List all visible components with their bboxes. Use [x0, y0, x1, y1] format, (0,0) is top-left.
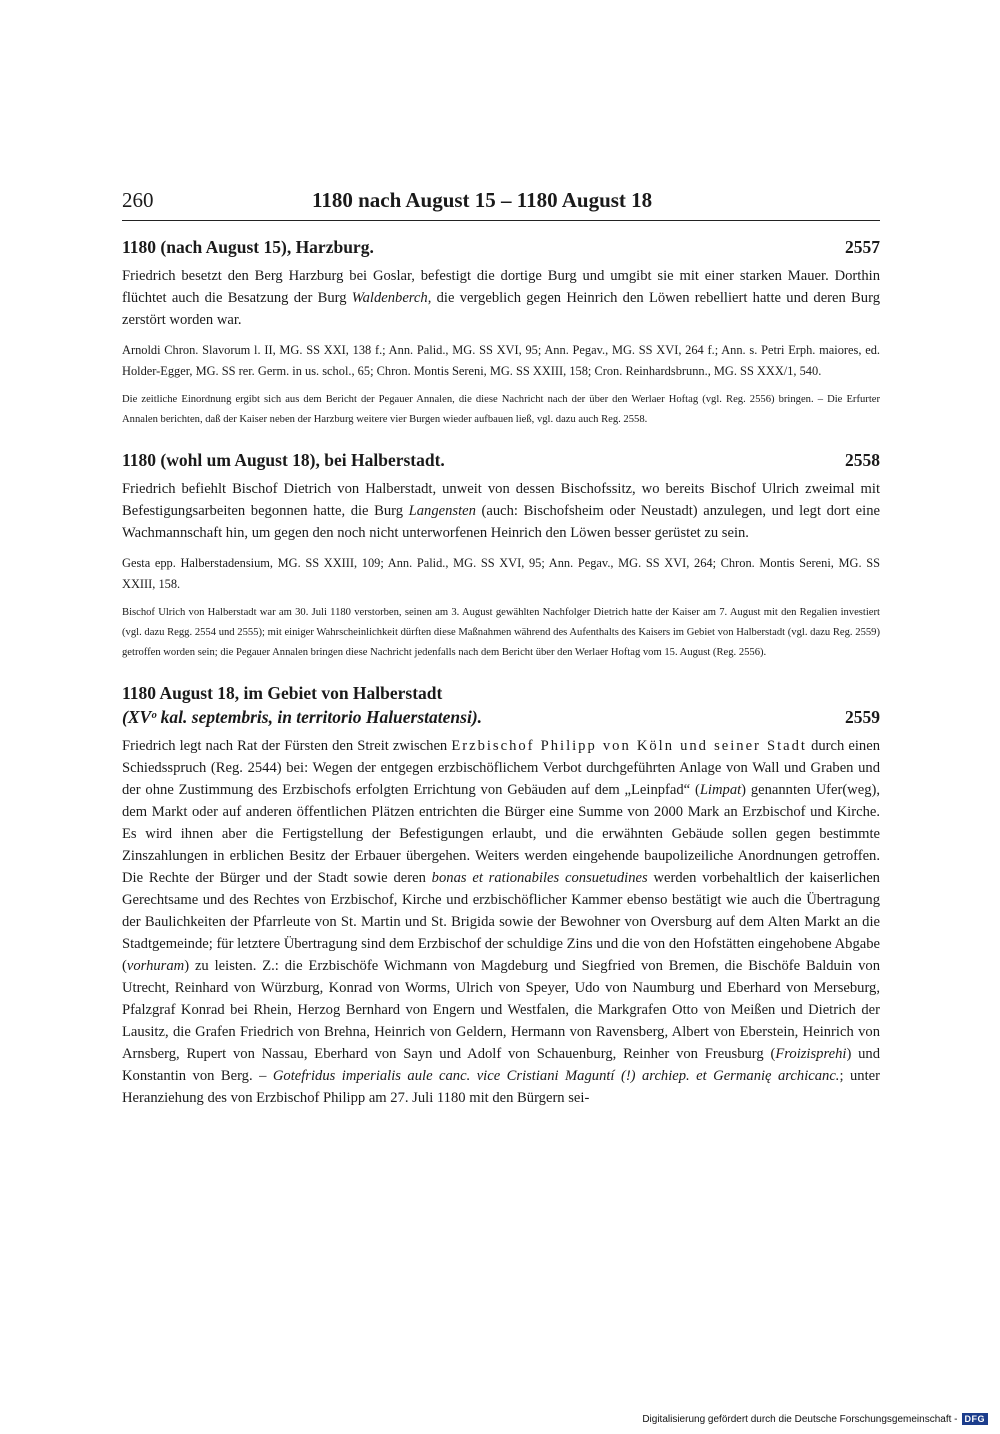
- entry-date-place: 1180 August 18, im Gebiet von Halberstadt: [122, 683, 443, 703]
- document-page: [122, 188, 880, 1109]
- regest-text: [122, 478, 880, 544]
- regest-text-part: durch einen Schiedsspruch (Reg. 2544) bei: Wegen der entgegen erzbischöflichem Verbot durchgeführten Anlage von Wall und Graben und der ohne Zustimmung des Erzbischofs erfolgten Errichtung von Gebäuden auf dem „Leinpfad“ (: [122, 738, 880, 798]
- regest-text-part: ) zu leisten. Z.: die Erzbischöfe Wichmann von Magdeburg und Siegfried von Bremen, die Bischöfe Balduin von Utrecht, Reinhard von Würzburg, Konrad von Worms, Ulrich von Speyer, Udo von Naumburg und Eberhard von Merseburg, Pfalzgraf Konrad bei Rhein, Herzog Bernhard von Engern und Westfalen, die Markgrafen Otto von Meißen und Dietrich der Lausitz, die Grafen Friedrich von Brehna, Heinrich von Geldern, Hermann von Ravensberg, Albert von Eberstein, Heinrich von Arnsberg, Rupert von Nassau, Eberhard von Sayn und Adolf von Schauenburg, Reinher von Freusburg (: [122, 958, 880, 1062]
- sources-text: Arnoldi Chron. Slavorum l. II, MG. SS XXI, 138 f.; Ann. Palid., MG. SS XVI, 95; Ann. Pegav., MG. SS XVI, 264 f.; Ann. s. Petri Erph. maiores, ed. Holder-Egger, MG. SS rer. Germ. in us. schol., 65; Chron. Montis Sereni, MG. SS XXIII, 158; Cron. Reinhardsbrunn., MG. SS XXX/1, 540.: [122, 343, 880, 378]
- footer-text: Digitalisierung gefördert durch die Deutsche Forschungsgemeinschaft -: [642, 1413, 958, 1425]
- regest-italic: Waldenberch: [351, 290, 428, 306]
- regest-text-part: Friedrich befiehlt Bischof Dietrich von Halberstadt, unweit von dessen Bischofssitz, wo bereits Bischof Ulrich zweimal mit Befestigungsarbeiten begonnen hatte, die Burg: [122, 481, 880, 519]
- dfg-logo: DFG: [962, 1413, 989, 1425]
- entry-heading: [122, 448, 880, 472]
- regest-text-part: ; unter Heranziehung des von Erzbischof Philipp am 27. Juli 1180 mit den Bürgern sei-: [122, 1068, 880, 1106]
- regest-text-part: (auch: Bischofsheim oder Neustadt) anzulegen, und legt dort eine Wachmannschaft hin, um gegen den noch nicht unterworfenen Heinrich den Löwen besser gerüstet zu sein.: [122, 503, 880, 541]
- regest-italic: vorhuram: [126, 958, 185, 974]
- entry-date-place: 1180 (wohl um August 18), bei Halberstadt.: [122, 450, 445, 470]
- sources-text: Gesta epp. Halberstadensium, MG. SS XXIII, 109; Ann. Palid., MG. SS XVI, 95; Ann. Pegav., MG. SS XVI, 264; Chron. Montis Sereni, MG. SS XXIII, 158.: [122, 556, 880, 591]
- notes-text: Die zeitliche Einordnung ergibt sich aus dem Bericht der Pegauer Annalen, die diese Nachricht nach der über den Werlaer Hoftag (vgl. Reg. 2556) bringen. – Die Erfurter Annalen berichten, daß der Kaiser neben der Harzburg weitere vier Burgen wieder aufbauen ließ, vgl. dazu auch Reg. 2558.: [122, 394, 880, 425]
- regest-text-part: ) und Konstantin von Berg. –: [122, 1046, 880, 1084]
- entry-heading: [122, 235, 880, 259]
- regest-italic: bonas et rationabiles consuetudines: [431, 870, 648, 886]
- regest-text-part: ) genannten Ufer(weg), dem Markt oder auf anderen öffentlichen Plätzen entrichten die Bürger eine Summe von 2000 Mark an Erzbischof und Kirche. Es wird ihnen aber die Fertigstellung der Befestigungen erlaubt, und die erwähnten Gebäude sollen gegen bestimmte Zinszahlungen in erblichen Besitz der Erbauer übergehen. Weiters werden eingehende baupolizeiliche Anordnungen getroffen. Die Rechte der Bürger und der Stadt sowie deren: [122, 782, 881, 886]
- regest-entry-2557: [122, 235, 880, 430]
- entry-heading: [122, 681, 880, 705]
- running-head: [122, 188, 880, 221]
- regest-text: [122, 735, 880, 1109]
- regest-entry-2559: [122, 681, 880, 1109]
- regest-italic: Langensten: [408, 503, 476, 519]
- regest-text-part: Friedrich besetzt den Berg Harzburg bei Goslar, befestigt die dortige Burg und umgibt sie mit einer starken Mauer. Dorthin flüchtet auch die Besatzung der Burg: [122, 268, 880, 306]
- regest-spaced-text: Erzbischof Philipp von Köln und seiner Stadt: [451, 738, 807, 754]
- entry-date-place: 1180 (nach August 15), Harzburg.: [122, 237, 374, 257]
- entry-number: 2557: [845, 237, 880, 257]
- regest-italic: Limpat: [699, 782, 742, 798]
- regest-italic: Froizisprehi: [775, 1046, 847, 1062]
- entry-number: 2559: [845, 707, 880, 727]
- regest-text-part: werden vorbehaltlich der kaiserlichen Gerechtsame und des Rechtes von Erzbischof, Kirche und erzbischöflicher Kammer ebenso bestätigt wie auch die Übertragung der Baulichkeiten der Pfarrleute von St. Martin und St. Brigida sowie der Bewohner von Oversburg auf dem Alten Markt an die Stadtgemeinde; für letztere Übertragung sind dem Erzbischof der schuldige Zins und die von den Hofstätten eingehobene Abgabe (: [122, 870, 880, 974]
- regest-italic: Gotefridus imperialis aule canc. vice Cristiani Maguntí (!) archiep. et Germanię archicanc.: [272, 1068, 840, 1084]
- entry-latin-date: (XVᵒ kal. septembris, in territorio Haluerstatensi).: [122, 707, 483, 727]
- running-title: 1180 nach August 15 – 1180 August 18: [312, 188, 653, 212]
- regest-entry-2558: [122, 448, 880, 663]
- regest-text: [122, 265, 880, 331]
- regest-text-part: , die vergeblich gegen Heinrich den Löwen rebelliert hatte und deren Burg zerstört worden war.: [122, 290, 880, 328]
- entry-number: 2558: [845, 450, 880, 470]
- notes-text: Bischof Ulrich von Halberstadt war am 30. Juli 1180 verstorben, seinen am 3. August gewählten Nachfolger Dietrich hatte der Kaiser am 7. August mit den Regalien investiert (vgl. dazu Regg. 2554 und 2555); mit einiger Wahrscheinlichkeit dürften diese Maßnahmen während des Aufenthalts des Kaisers im Gebiet von Halberstadt (vgl. dazu Reg. 2559) getroffen worden sein; die Pegauer Annalen bringen diese Nachricht jedenfalls nach dem Bericht über den Werlaer Hoftag vom 15. August (Reg. 2556).: [122, 607, 880, 658]
- footer-credit: [642, 1413, 988, 1425]
- regest-text-part: Friedrich legt nach Rat der Fürsten den Streit zwischen: [122, 738, 452, 754]
- entry-subheading: [122, 705, 880, 729]
- page-number: 260: [122, 188, 154, 212]
